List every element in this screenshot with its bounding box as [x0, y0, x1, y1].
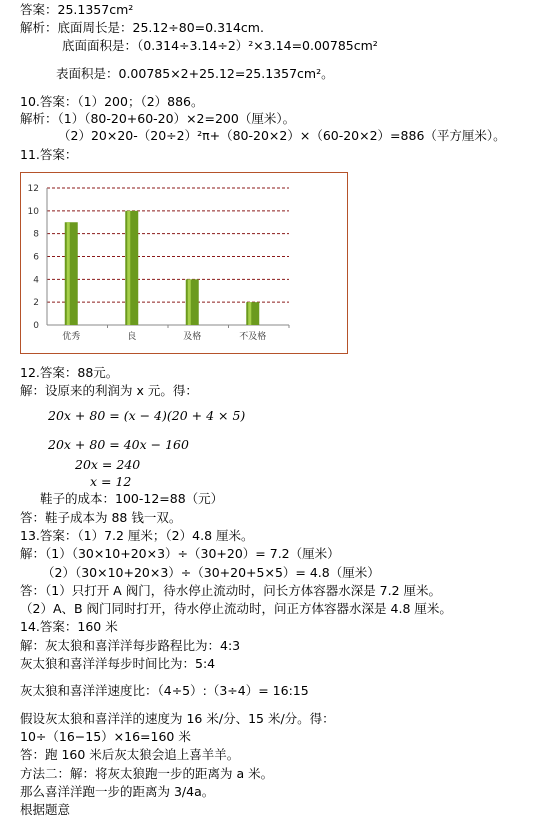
solution-12-setup-line: 解：设原来的利润为 x 元。得：	[20, 383, 198, 398]
analysis-10-part1-line: 解析：（1）（80-20+60-20）×2=200（厘米）。	[20, 111, 296, 126]
y-tick-label: 4	[33, 275, 39, 286]
bar-highlight	[248, 302, 251, 325]
y-tick-label: 0	[33, 321, 39, 331]
answer-13-conclusion-1-line: 答：（1）只打开 A 阀门，待水停止流动时，问长方体容器水深是 7.2 厘米。	[20, 583, 442, 598]
equation-1: 20x + 80 = (x − 4)(20 + 4 × 5)	[48, 408, 246, 423]
solution-13-part1-line: 解：（1）（30×10+20×3）÷（30+20）= 7.2（厘米）	[20, 546, 340, 561]
step-distance-ratio-line: 解：灰太狼和喜洋洋每步路程比为：4:3	[20, 638, 241, 653]
answer-14-line: 14.答案：160 米	[20, 619, 118, 634]
according-to-problem-line: 根据题意	[20, 802, 71, 817]
answer-12-conclusion-line: 答：鞋子成本为 88 钱一双。	[20, 510, 182, 525]
bar	[246, 302, 259, 325]
shoe-cost-line: 鞋子的成本：100-12=88（元）	[40, 491, 224, 506]
y-tick-label: 8	[33, 229, 39, 240]
analysis-perimeter-line: 解析：底面周长是：25.12÷80=0.314cm.	[20, 20, 264, 35]
solution-13-part2-line: （2）（30×10+20×3）÷（30+20+5×5）= 4.8（厘米）	[42, 565, 380, 580]
analysis-base-area-line: 底面面积是：（0.314÷3.14÷2）²×3.14=0.00785cm²	[62, 38, 378, 53]
answer-10-line: 10.答案：（1）200；（2）886。	[20, 94, 204, 109]
y-tick-label: 6	[33, 252, 39, 263]
bar-highlight	[188, 279, 191, 325]
y-tick-label: 10	[27, 206, 39, 217]
answer-13-line: 13.答案：（1）7.2 厘米；（2）4.8 厘米。	[20, 528, 254, 543]
method-two-line: 方法二：解：将灰太狼跑一步的距离为 a 米。	[20, 766, 274, 781]
y-tick-label: 2	[33, 298, 39, 309]
analysis-surface-area-line: 表面积是：0.00785×2+25.12=25.1357cm²。	[56, 66, 334, 81]
answer-9-line: 答案：25.1357cm²	[20, 2, 134, 17]
x-category-label: 及格	[183, 332, 202, 342]
bar	[186, 279, 199, 325]
bar-chart-frame	[20, 172, 348, 354]
speed-ratio-line: 灰太狼和喜洋洋速度比：（4÷5）:（3÷4）= 16:15	[20, 683, 309, 698]
answer-14-conclusion-line: 答：跑 160 米后灰太狼会追上喜羊羊。	[20, 747, 240, 762]
equation-2: 20x + 80 = 40x − 160	[48, 437, 189, 452]
y-tick-label: 12	[27, 184, 39, 194]
method-two-step-line: 那么喜洋洋跑一步的距离为 3/4a。	[20, 784, 215, 799]
speed-assumption-line: 假设灰太狼和喜洋洋的速度为 16 米/分、15 米/分。得：	[20, 711, 335, 726]
bar-chart	[21, 173, 349, 355]
step-time-ratio-line: 灰太狼和喜洋洋每步时间比为：5:4	[20, 656, 216, 671]
bar	[65, 222, 78, 325]
equation-4: x = 12	[90, 474, 132, 489]
bar-highlight	[67, 222, 70, 325]
x-category-label: 良	[127, 332, 137, 342]
analysis-10-part2-line: （2）20×20-（20÷2）²π+（80-20×2）×（60-20×2）=886（平方厘米）。	[58, 128, 506, 143]
x-category-label: 不及格	[239, 332, 267, 342]
answer-11-line: 11.答案：	[20, 147, 78, 162]
answer-13-conclusion-2-line: （2）A、B 阀门同时打开，待水停止流动时，问正方体容器水深是 4.8 厘米。	[20, 601, 452, 616]
bar	[125, 211, 138, 325]
bar-highlight	[127, 211, 130, 325]
x-category-label: 优秀	[62, 332, 81, 342]
equation-3: 20x = 240	[75, 457, 141, 472]
distance-calc-line: 10÷（16−15）×16=160 米	[20, 729, 191, 744]
answer-12-line: 12.答案：88元。	[20, 365, 119, 380]
